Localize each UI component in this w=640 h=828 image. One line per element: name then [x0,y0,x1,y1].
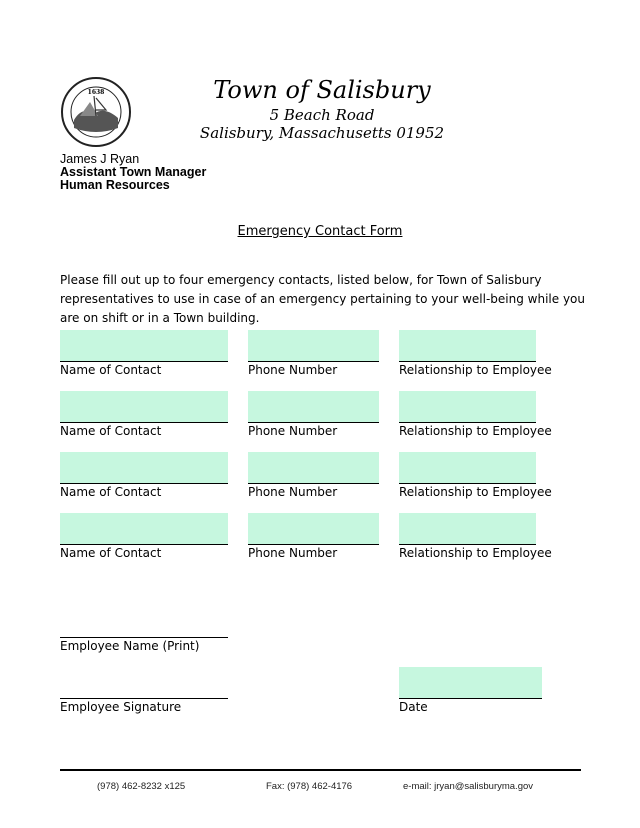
contact-3-name-field[interactable] [60,452,228,484]
seal-year: 1638 [87,89,105,96]
contact-3-phone-label: Phone Number [248,485,338,499]
contact-1-name-field[interactable] [60,330,228,362]
contact-4-name-label: Name of Contact [60,546,162,560]
employee-signature-line[interactable] [60,698,228,699]
address-line1: 5 Beach Road [269,106,375,124]
employee-signature-label: Employee Signature [60,700,182,714]
contact-4-relationship-field[interactable] [399,513,536,545]
contact-2-phone-field[interactable] [248,391,379,423]
contact-4-phone-label: Phone Number [248,546,338,560]
contact-1-relationship-label: Relationship to Employee [399,363,552,377]
employee-name-line[interactable] [60,637,228,638]
footer-fax: Fax: (978) 462-4176 [266,781,353,792]
contact-2-phone-label: Phone Number [248,424,338,438]
contact-4-name-field[interactable] [60,513,228,545]
contact-3-name-label: Name of Contact [60,485,162,499]
contact-2-name-label: Name of Contact [60,424,162,438]
contact-2-relationship-field[interactable] [399,391,536,423]
footer-phone: (978) 462-8232 x125 [97,781,186,792]
sender-name: James J Ryan [60,152,140,166]
sender-department: Human Resources [60,178,170,192]
town-name: Town of Salisbury [213,76,431,104]
footer-email: e-mail: jryan@salisburyma.gov [403,781,534,792]
contact-3-relationship-field[interactable] [399,452,536,484]
contact-2-relationship-label: Relationship to Employee [399,424,552,438]
footer-divider [60,769,581,771]
contact-4-relationship-label: Relationship to Employee [399,546,552,560]
date-field[interactable] [399,667,542,699]
contact-2-name-field[interactable] [60,391,228,423]
sender-title: Assistant Town Manager [60,165,207,179]
contact-1-name-label: Name of Contact [60,363,162,377]
contact-1-relationship-field[interactable] [399,330,536,362]
address-line2: Salisbury, Massachusetts 01952 [199,124,445,142]
form-title: Emergency Contact Form [237,224,403,239]
sender-block [60,153,206,192]
form-instructions: Please fill out up to four emergency contacts, listed below, for Town of Salisbury representatives to use in case of an emergency pertaining to your well-being while you are on shift or in a Town building. [60,273,585,325]
contact-3-phone-field[interactable] [248,452,379,484]
contact-1-phone-field[interactable] [248,330,379,362]
contact-3-relationship-label: Relationship to Employee [399,485,552,499]
date-label: Date [399,700,428,714]
contact-1-phone-label: Phone Number [248,363,338,377]
contact-4-phone-field[interactable] [248,513,379,545]
employee-name-label: Employee Name (Print) [60,639,200,653]
